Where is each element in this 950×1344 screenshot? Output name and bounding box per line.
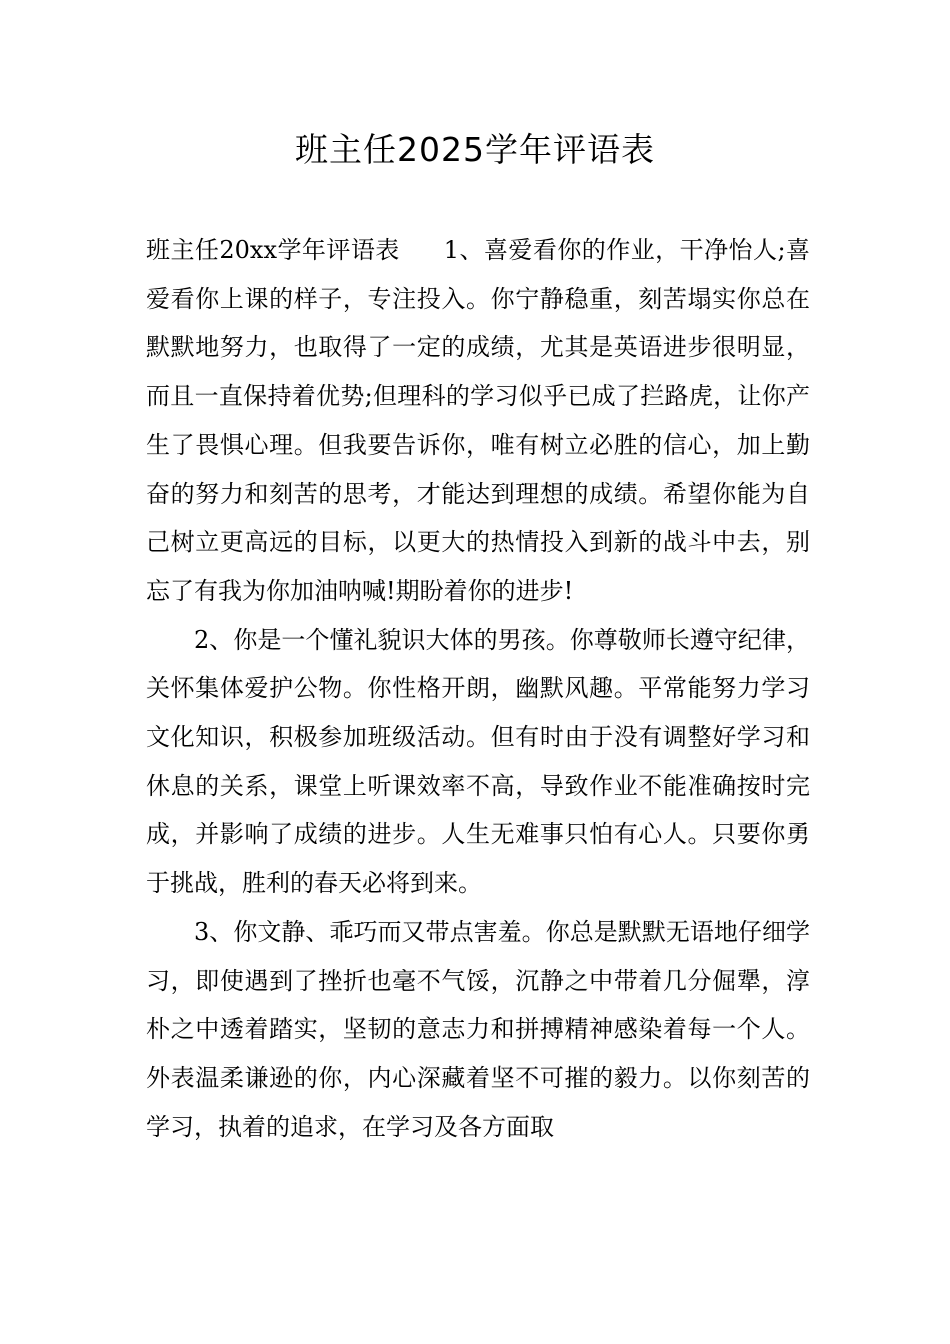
- intro-heading: 班主任20xx学年评语表: [146, 236, 400, 264]
- document-title: 班主任2025学年评语表: [295, 130, 655, 169]
- paragraph-1: [146, 226, 810, 616]
- document-body: [146, 226, 810, 1151]
- paragraph-2: 2、你是一个懂礼貌识大体的男孩。你尊敬师长遵守纪律，关怀集体爱护公物。你性格开朗，幽默风趣。平常能努力学习文化知识，积极参加班级活动。但有时由于没有调整好学习和休息的关系，课堂上听课效率不高，导致作业不能准确按时完成，并影响了成绩的进步。人生无难事只怕有心人。只要你勇于挑战，胜利的春天必将到来。: [146, 625, 810, 898]
- comment-1-text: 1、喜爱看你的作业，干净怡人;喜爱看你上课的样子，专注投入。你宁静稳重，刻苦塌实你总在默默地努力，也取得了一定的成绩，尤其是英语进步很明显，而且一直保持着优势;但理科的学习似乎已成了拦路虎，让你产生了畏惧心理。但我要告诉你，唯有树立必胜的信心，加上勤奋的努力和刻苦的思考，才能达到理想的成绩。希望你能为自己树立更高远的目标，以更大的热情投入到新的战斗中去，别忘了有我为你加油呐喊!期盼着你的进步!: [146, 236, 810, 605]
- paragraph-3: 3、你文静、乖巧而又带点害羞。你总是默默无语地仔细学习，即使遇到了挫折也毫不气馁，沉静之中带着几分倔犟，淳朴之中透着踏实，坚韧的意志力和拼搏精神感染着每一个人。外表温柔谦逊的你，内心深藏着坚不可摧的毅力。以你刻苦的学习，执着的追求，在学习及各方面取: [146, 917, 810, 1141]
